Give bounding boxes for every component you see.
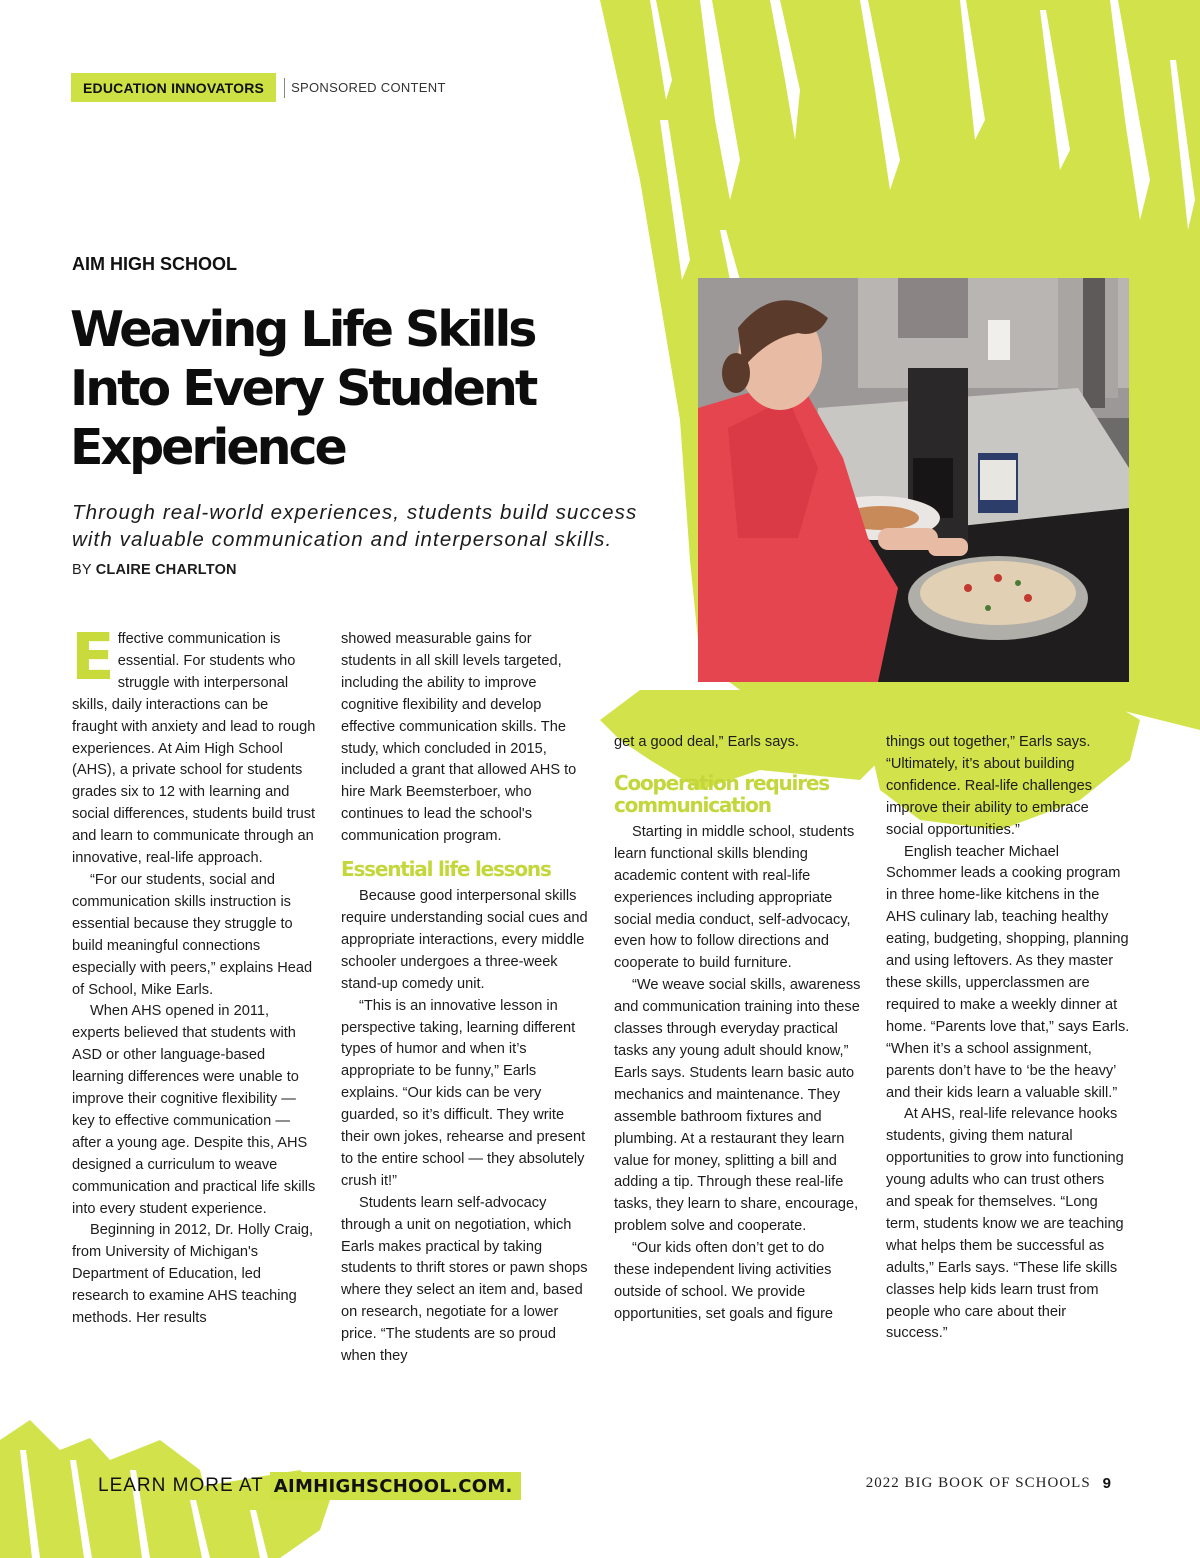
column-4-para-3: At AHS, real-life relevance hooks students, giving them natural opportunities to grow into functioning young adults who can trust others and speak for themselves. “Long term, students know we are teaching what helps them be successful as adults,” Earls says. “These life skills classes help kids learn trust from people who care about their success.”: [886, 1106, 1124, 1342]
byline-author: CLAIRE CHARLTON: [95, 562, 237, 578]
column-2-para-1: showed measurable gains for students in all skill levels targeted, including the ability to improve cognitive flexibility and develop effective communication skills. The study, which concluded in 2015, included a grant that allowed AHS to hire Mark Beemsterboer, who continues to lead the school's communication program.: [341, 631, 577, 845]
website-link[interactable]: AIMHIGHSCHOOL.COM.: [270, 1472, 521, 1500]
column-3-para-2: Starting in middle school, students learn functional skills blending academic content with real-life experiences including appropriate social media conduct, self-advocacy, even how to follow directions and cooperate to build furniture.: [614, 823, 855, 972]
article-column-3: [614, 732, 861, 1326]
byline-prefix: BY: [72, 562, 92, 578]
learn-more-cta: [98, 1472, 521, 1500]
subhead-essential-life-lessons: Essential life lessons: [341, 857, 551, 882]
headline-line-1: Weaving Life Skills: [70, 301, 535, 358]
column-1-para-3: When AHS opened in 2011, experts believed that students with ASD or other language-based learning differences were unable to improve their cognitive flexibility — key to effective communication — after a young age. Despite this, AHS designed a curriculum to weave communication and practical life skills into every student experience.: [72, 1003, 316, 1217]
section-header: [71, 73, 446, 102]
subhead-cooperation-requires-communication: Cooperation requires communication: [614, 770, 829, 817]
column-1-para-1: [71, 621, 316, 870]
column-3-para-3: “We weave social skills, awareness and communication training into these classes through everyday practical tasks any young adult should know,” Earls says. Students learn basic auto mechanics and maintenance. They assemble bathroom fixtures and plumbing. At a restaurant they learn value for money, splitting a bill and adding a tip. Through these real-life tasks, they learn to share, encourage, problem solve and cooperate.: [614, 977, 861, 1235]
column-2-para-4: Students learn self-advocacy through a unit on negotiation, which Earls makes practical by taking students to thrift stores or pawn shops where they select an item and, based on research, negotiate for a lower price. “The students are so proud when they: [341, 1194, 588, 1365]
article-headline: [70, 300, 630, 477]
article-column-4: [886, 732, 1130, 1345]
column-4-para-2: English teacher Michael Schommer leads a cooking program in three home-like kitchens in the AHS culinary lab, teaching healthy eating, budgeting, shopping, planning and using leftovers. As they master these skills, upperclassmen are required to make a weekly dinner at home. “Parents love that,” says Earls. “When it’s a school assignment, parents don’t have to ‘be the heavy’ and their kids learn a valuable skill.”: [886, 843, 1130, 1101]
dek-line-2: with valuable communication and interpersonal skills.: [72, 528, 613, 551]
publication-name: 2022 BIG BOOK OF SCHOOLS: [865, 1475, 1091, 1491]
header-divider: [284, 78, 285, 98]
column-4-para-1: things out together,” Earls says. “Ultimately, it’s about building confidence. Real-life challenges improve their ability to embrace social opportunities.”: [886, 734, 1093, 838]
column-1-para-2: “For our students, social and communication skills instruction is essential because they struggle to build meaningful connections especially with peers,” explains Head of School, Mike Earls.: [72, 871, 313, 998]
article-column-2: [341, 629, 588, 1368]
column-2-para-3: “This is an innovative lesson in perspective taking, learning different types of humor and when it’s appropriate to be funny,” Earls explains. “Our kids can be very guarded, so it’s difficult. They write their own jokes, rehearse and present to the entire school — they absolutely crush it!”: [341, 997, 586, 1189]
column-3-para-4: “Our kids often don’t get to do these independent living activities outside of school. We provide opportunities, set goals and figure: [614, 1240, 834, 1322]
column-3-para-1: get a good deal,” Earls says.: [614, 734, 799, 750]
sponsored-label: SPONSORED CONTENT: [291, 80, 446, 95]
headline-line-3: Experience: [70, 419, 345, 476]
article-column-1: [71, 621, 316, 1330]
column-2-para-2: Because good interpersonal skills require understanding social cues and appropriate interactions, every middle schooler undergoes a three-week stand-up comedy unit.: [341, 888, 588, 992]
section-label: EDUCATION INNOVATORS: [71, 73, 276, 102]
column-1-para-1-text: ffective communication is essential. For students who struggle with interpersonal skills, daily interactions can be fraught with anxiety and lead to rough experiences. At Aim High School (AHS), a private school for students grades six to 12 with learning and social differences, students build trust and learn to communicate through an innovative, real-life approach.: [72, 631, 316, 867]
dek-line-1: Through real-world experiences, students build success: [72, 501, 638, 524]
article-dek: [72, 499, 692, 553]
drop-cap: E: [71, 621, 115, 695]
student-cooking-photo: [698, 278, 1129, 682]
article-kicker: AIM HIGH SCHOOL: [72, 254, 237, 274]
column-1-para-4: Beginning in 2012, Dr. Holly Craig, from University of Michigan's Department of Education, led research to examine AHS teaching methods. Her results: [72, 1222, 314, 1327]
headline-line-2: Into Every Student: [70, 360, 536, 417]
page-folio: [866, 1475, 1111, 1492]
page-number: 9: [1102, 1475, 1111, 1492]
article-byline: [72, 562, 237, 578]
cta-prefix: LEARN MORE AT: [98, 1475, 264, 1496]
